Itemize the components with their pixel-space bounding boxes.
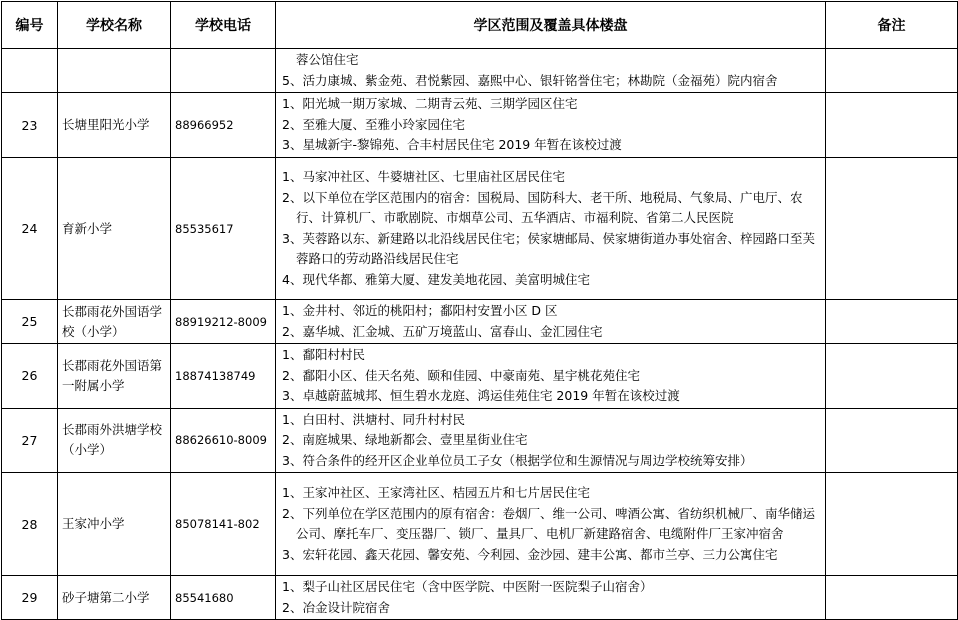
scope-item: 1、鄱阳村村民 [282, 347, 365, 362]
school-phone: 18874138749 [171, 344, 276, 409]
note-cell [826, 49, 958, 93]
scope-item: 1、阳光城一期万家城、二期青云苑、三期学园区住宅 [282, 96, 578, 112]
table-row [2, 49, 958, 93]
school-phone: 88626610-8009 [171, 408, 276, 473]
school-phone: 88919212-8009 [171, 300, 276, 344]
school-name: 长郡雨外洪塘学校（小学） [58, 408, 171, 473]
scope-item-continued: 蓉公馆住宅 [296, 52, 359, 67]
note-cell [826, 93, 958, 158]
school-name [58, 49, 171, 93]
header-scope: 学区范围及覆盖具体楼盘 [276, 2, 826, 49]
scope-item: 2、下列单位在学区范围内的原有宿舍：卷烟厂、维一公司、啤酒公寓、省纺织机械厂、南华储运公司、摩托车厂、变压器厂、锁厂、量具厂、电机厂新建路宿舍、电缆附件厂王家冲宿舍 [282, 505, 815, 541]
school-name: 长塘里阳光小学 [58, 93, 171, 158]
table-row [2, 408, 958, 473]
school-name: 砂子塘第二小学 [58, 576, 171, 620]
school-name: 育新小学 [58, 158, 171, 300]
table-row [2, 576, 958, 620]
note-cell [826, 158, 958, 300]
table-row [2, 473, 958, 576]
scope-item: 2、南庭城果、绿地新都会、壹里星街业住宅 [282, 432, 528, 447]
scope-item: 1、梨子山社区居民住宅（含中医学院、中医附一医院梨子山宿舍） [282, 579, 653, 594]
school-phone: 85541680 [171, 576, 276, 620]
note-cell [826, 408, 958, 473]
scope-item: 4、现代华都、雅第大厦、建发美地花园、美富明城住宅 [282, 271, 590, 287]
row-number: 29 [2, 576, 58, 620]
scope-item: 1、金井村、邻近的桃阳村；鄱阳村安置小区 D 区 [282, 303, 558, 318]
district-scope [276, 300, 826, 344]
district-scope [276, 576, 826, 620]
row-number: 28 [2, 473, 58, 576]
scope-item: 2、鄱阳小区、佳天名苑、颐和佳园、中豪南苑、星宇桃花苑住宅 [282, 367, 640, 383]
school-name: 王家冲小学 [58, 473, 171, 576]
district-scope [276, 93, 826, 158]
header-note: 备注 [826, 2, 958, 49]
scope-item: 1、白田村、洪塘村、同升村村民 [282, 411, 465, 427]
header-school-phone: 学校电话 [171, 2, 276, 49]
row-number: 24 [2, 158, 58, 300]
school-phone: 88966952 [171, 93, 276, 158]
scope-item: 2、嘉华城、汇金城、五矿万境蓝山、富春山、金汇园住宅 [282, 323, 603, 339]
scope-item: 1、马家冲社区、牛婆塘社区、七里庙社区居民住宅 [282, 169, 565, 184]
row-number: 25 [2, 300, 58, 344]
scope-item: 3、宏轩花园、鑫天花园、馨安苑、今利园、金沙园、建丰公寓、都市兰亭、三力公寓住宅 [282, 546, 778, 562]
row-number: 27 [2, 408, 58, 473]
school-phone [171, 49, 276, 93]
note-cell [826, 344, 958, 409]
school-name: 长郡雨花外国语第一附属小学 [58, 344, 171, 409]
header-row [2, 2, 958, 49]
note-cell [826, 300, 958, 344]
scope-item: 3、芙蓉路以东、新建路以北沿线居民住宅；侯家塘邮局、侯家塘街道办事处宿舍、梓园路口至芙蓉路口的劳动路沿线居民住宅 [282, 230, 815, 266]
row-number: 26 [2, 344, 58, 409]
district-scope [276, 473, 826, 576]
district-scope [276, 344, 826, 409]
scope-item: 2、至雅大厦、至雅小玲家园住宅 [282, 116, 465, 132]
scope-item: 2、以下单位在学区范围内的宿舍：国税局、国防科大、老干所、地税局、气象局、广电厅、农行、计算机厂、市歌剧院、市烟草公司、五华酒店、市福利院、省第二人民医院 [282, 189, 803, 225]
table-row [2, 93, 958, 158]
school-phone: 85535617 [171, 158, 276, 300]
table-row [2, 344, 958, 409]
school-phone: 85078141-802 [171, 473, 276, 576]
scope-item: 5、活力康城、紫金苑、君悦紫园、嘉熙中心、银轩铭誉住宅；林勘院（金福苑）院内宿舍 [282, 72, 778, 88]
school-district-table [1, 1, 958, 620]
table-row [2, 158, 958, 300]
table-row [2, 300, 958, 344]
district-scope [276, 158, 826, 300]
scope-item: 3、星城新宇-黎锦苑、合丰村居民住宅 2019 年暂在该校过渡 [282, 137, 622, 153]
row-number [2, 49, 58, 93]
school-name: 长郡雨花外国语学校（小学） [58, 300, 171, 344]
note-cell [826, 473, 958, 576]
scope-item: 2、冶金设计院宿舍 [282, 599, 390, 615]
district-scope [276, 408, 826, 473]
header-number: 编号 [2, 2, 58, 49]
district-scope [276, 49, 826, 93]
scope-item: 3、卓越蔚蓝城邦、恒生碧水龙庭、鸿运佳苑住宅 2019 年暂在该校过渡 [282, 388, 680, 403]
scope-item: 3、符合条件的经开区企业单位员工子女（根据学位和生源情况与周边学校统筹安排） [282, 452, 753, 468]
row-number: 23 [2, 93, 58, 158]
note-cell [826, 576, 958, 620]
header-school-name: 学校名称 [58, 2, 171, 49]
scope-item: 1、王家冲社区、王家湾社区、桔园五片和七片居民住宅 [282, 485, 590, 500]
